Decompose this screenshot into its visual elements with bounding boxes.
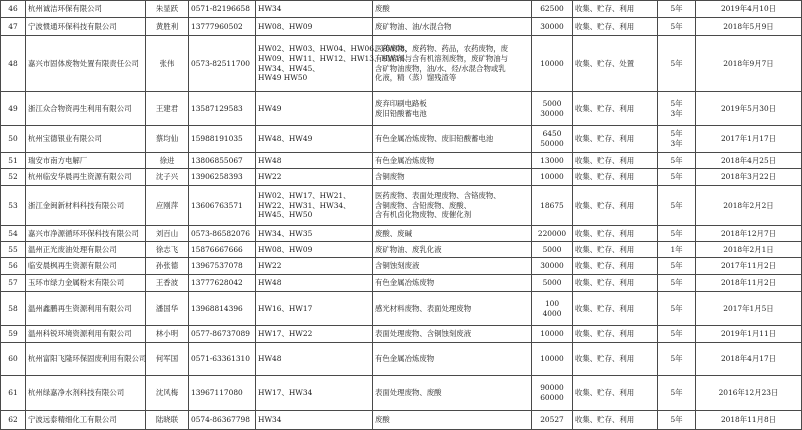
- row-number: 51: [1, 153, 26, 169]
- annual-quantity: [532, 169, 573, 186]
- license-term: [658, 1, 696, 18]
- license-term: [658, 242, 696, 258]
- operation-method-line: 收集、贮存、利用: [575, 354, 635, 364]
- operation-method-line: 收集、贮存、利用: [575, 4, 635, 14]
- annual-quantity: [532, 226, 573, 242]
- operation-method: [573, 169, 658, 186]
- annual-quantity-line: 4000: [542, 308, 562, 318]
- table-row: [1, 258, 802, 275]
- waste-codes: [256, 292, 373, 326]
- annual-quantity-line: 50000: [540, 139, 564, 148]
- row-number: 56: [1, 258, 26, 275]
- annual-quantity: [532, 153, 573, 169]
- waste-description-line: 废酸、废碱: [375, 228, 412, 238]
- license-date: 2019年4月10日: [696, 1, 802, 18]
- waste-codes-line: HW34、HW35: [258, 228, 313, 238]
- row-number: 60: [1, 343, 26, 376]
- company-name: 杭州诚洁环保有限公司: [26, 1, 146, 18]
- license-term: [658, 326, 696, 343]
- operation-method: [573, 411, 658, 430]
- waste-codes-line: HW16、HW17: [258, 303, 313, 313]
- contact-person: 朱显跃: [146, 1, 189, 18]
- waste-codes: [256, 36, 413, 92]
- license-term-line: 5年: [670, 329, 683, 339]
- annual-quantity: [532, 36, 573, 92]
- table-row: [1, 343, 802, 376]
- table-row: [1, 411, 802, 430]
- contact-person: 刘百山: [146, 226, 189, 242]
- waste-description: [373, 169, 532, 186]
- contact-person: 王香波: [146, 275, 189, 292]
- table-row: [1, 153, 802, 169]
- table-body: [1, 1, 802, 430]
- waste-description-line: 医药废物，废药物、药品，农药废物，废: [375, 44, 509, 54]
- annual-quantity-line: 10000: [540, 172, 564, 182]
- waste-description: [373, 18, 532, 36]
- license-term: [658, 18, 696, 36]
- annual-quantity: [532, 411, 573, 430]
- annual-quantity-line: 10000: [540, 58, 564, 68]
- license-term: [658, 36, 696, 92]
- waste-codes-line: HW17、HW22: [258, 329, 313, 339]
- waste-description-line: 有色金属冶炼废物: [375, 354, 435, 364]
- operation-method: [573, 258, 658, 275]
- operation-method: [573, 343, 658, 376]
- waste-codes-line: HW22: [258, 172, 282, 182]
- operation-method: [573, 376, 658, 411]
- waste-description-line: 废矿物油、废乳化液: [375, 244, 442, 254]
- waste-codes-line: HW22、HW31、HW34、: [258, 200, 351, 210]
- annual-quantity-line: 30000: [540, 108, 564, 118]
- operation-method: [573, 242, 658, 258]
- annual-quantity-line: 13000: [540, 155, 564, 165]
- license-term-line: 1年: [670, 244, 683, 254]
- waste-codes-line: HW02、HW17、HW21、: [258, 191, 351, 201]
- annual-quantity-line: 220000: [537, 228, 567, 238]
- row-number: 57: [1, 275, 26, 292]
- waste-description: [373, 275, 532, 292]
- contact-person: 张伟: [146, 36, 189, 92]
- contact-person: 徐进: [146, 153, 189, 169]
- waste-codes: [256, 186, 373, 226]
- license-term-line: 5年: [670, 261, 683, 271]
- waste-codes-line: HW48、HW49: [258, 134, 313, 144]
- waste-codes-line: HW34: [258, 415, 282, 425]
- company-name: 温州科锐环境资源利用有限公司: [26, 326, 146, 343]
- company-name: 温州鑫鹏再生资源利用有限公司: [26, 292, 146, 326]
- waste-codes-line: HW09、HW11、HW12、HW13、HW16、: [258, 53, 413, 63]
- annual-quantity: [532, 292, 573, 326]
- license-term-line: 5年: [670, 21, 683, 31]
- operation-method: [573, 292, 658, 326]
- annual-quantity-line: 5000: [542, 278, 562, 288]
- annual-quantity: [532, 92, 573, 126]
- company-name: 临安晨枫再生资源有限公司: [26, 258, 146, 275]
- license-term-line: 5年: [670, 278, 683, 288]
- waste-description: [373, 1, 532, 18]
- contact-person: 黄胜利: [146, 18, 189, 36]
- waste-description-line: 废酸: [375, 415, 390, 425]
- waste-codes: [256, 126, 373, 153]
- license-term-line: 5年: [670, 98, 683, 108]
- operation-method: [573, 126, 658, 153]
- license-term-line: 5年: [670, 388, 683, 398]
- operation-method-line: 收集、贮存、利用: [575, 244, 635, 254]
- operation-method: [573, 186, 658, 226]
- operation-method-line: 收集、贮存、利用: [575, 200, 635, 210]
- operation-method: [573, 92, 658, 126]
- table-row: [1, 376, 802, 411]
- contact-person: 林小明: [146, 326, 189, 343]
- phone-number: 15988191035: [189, 126, 256, 153]
- operation-method-line: 收集、贮存、利用: [575, 261, 635, 271]
- license-term-line: 5年: [670, 129, 683, 139]
- annual-quantity-line: 18675: [540, 200, 564, 210]
- operation-method: [573, 326, 658, 343]
- waste-description-line: 含铜废物、含铅废物、废酸、: [375, 200, 472, 210]
- waste-description-line: 感光材料废物、表面处理废物: [375, 303, 472, 313]
- phone-number: 0573-82511700: [189, 36, 256, 92]
- license-term-line: 5年: [670, 200, 683, 210]
- row-number: 49: [1, 92, 26, 126]
- license-term-line: 5年: [670, 228, 683, 238]
- waste-codes: [256, 258, 373, 275]
- license-term: [658, 226, 696, 242]
- waste-description-line: 含铜废物: [375, 172, 405, 182]
- phone-number: 0571-82196658: [189, 1, 256, 18]
- license-term-line: 5年: [670, 303, 683, 313]
- waste-description: [373, 376, 532, 411]
- phone-number: 0573-86582076: [189, 226, 256, 242]
- operation-method: [573, 1, 658, 18]
- row-number: 47: [1, 18, 26, 36]
- waste-description: [373, 153, 532, 169]
- phone-number: 13777960502: [189, 18, 256, 36]
- row-number: 55: [1, 242, 26, 258]
- table-row: [1, 226, 802, 242]
- license-term: [658, 258, 696, 275]
- phone-number: 15876667666: [189, 242, 256, 258]
- contact-person: 何军国: [146, 343, 189, 376]
- contact-person: 潘国华: [146, 292, 189, 326]
- contact-person: 应刚萍: [146, 186, 189, 226]
- license-date: 2018年4月25日: [696, 153, 802, 169]
- table-row: [1, 1, 802, 18]
- license-date: 2018年9月7日: [696, 36, 802, 92]
- operation-method-line: 收集、贮存、利用: [575, 21, 635, 31]
- license-term-line: 5年: [670, 4, 683, 14]
- phone-number: 0577-86737089: [189, 326, 256, 343]
- license-date: 2018年2月2日: [696, 186, 802, 226]
- waste-codes: [256, 343, 373, 376]
- row-number: 48: [1, 36, 26, 92]
- operation-method-line: 收集、贮存、利用: [575, 134, 635, 144]
- company-name: 杭州绿嘉净水剂科技有限公司: [26, 376, 146, 411]
- operation-method-line: 收集、贮存、利用: [575, 388, 635, 398]
- license-date: 2017年1月17日: [696, 126, 802, 153]
- waste-codes-line: HW45、HW50: [258, 210, 313, 220]
- company-name: 浙江众合物资再生利用有限公司: [26, 92, 146, 126]
- operation-method-line: 收集、贮存、利用: [575, 278, 635, 288]
- table-row: [1, 126, 802, 153]
- waste-description-line: 含铜蚀刻废液: [375, 261, 420, 271]
- annual-quantity-line: 5000: [542, 244, 562, 254]
- annual-quantity: [532, 18, 573, 36]
- waste-description: [373, 411, 532, 430]
- waste-description: [373, 343, 532, 376]
- waste-description: [373, 258, 532, 275]
- operation-method: [573, 226, 658, 242]
- operation-method-line: 收集、贮存、利用: [575, 329, 635, 339]
- company-name: 温州正光废油处理有限公司: [26, 242, 146, 258]
- waste-description-line: 表面处理废物、含铜蚀刻废液: [375, 329, 472, 339]
- waste-description-line: 表面处理废物、废酸: [375, 388, 442, 398]
- waste-description-line: 含有机卤化物废物、废催化剂: [375, 210, 472, 220]
- license-date: 2018年5月9日: [696, 18, 802, 36]
- annual-quantity: [532, 242, 573, 258]
- company-name: 宁波惯通环保科技有限公司: [26, 18, 146, 36]
- license-term-line: 3年: [670, 108, 683, 118]
- company-name: 嘉兴市净源循环环保科技有限公司: [26, 226, 146, 242]
- waste-description: [373, 292, 532, 326]
- annual-quantity: [532, 326, 573, 343]
- table-row: [1, 18, 802, 36]
- license-term-line: 5年: [670, 155, 683, 165]
- contact-person: 王建君: [146, 92, 189, 126]
- phone-number: 13587129583: [189, 92, 256, 126]
- company-name: 杭州富阳飞隆环保固废利用有限公司: [26, 343, 146, 376]
- license-term: [658, 411, 696, 430]
- annual-quantity-line: 62500: [540, 4, 564, 14]
- table-row: [1, 292, 802, 326]
- annual-quantity-line: 30000: [540, 261, 564, 271]
- operation-method: [573, 18, 658, 36]
- waste-codes-line: HW48: [258, 155, 282, 165]
- table-row: [1, 186, 802, 226]
- annual-quantity-line: 10000: [540, 354, 564, 364]
- table-row: [1, 169, 802, 186]
- license-term: [658, 126, 696, 153]
- annual-quantity-line: 10000: [540, 329, 564, 339]
- waste-codes: [256, 169, 373, 186]
- contact-person: 徐志飞: [146, 242, 189, 258]
- license-term: [658, 186, 696, 226]
- contact-person: 孙张德: [146, 258, 189, 275]
- row-number: 46: [1, 1, 26, 18]
- operation-method-line: 收集、贮存、利用: [575, 103, 635, 113]
- waste-description-line: 废旧铅酸蓄电池: [375, 108, 427, 118]
- phone-number: 13606763571: [189, 186, 256, 226]
- phone-number: 13967537078: [189, 258, 256, 275]
- waste-description: [373, 186, 532, 226]
- operation-method-line: 收集、贮存、利用: [575, 172, 635, 182]
- annual-quantity: [532, 126, 573, 153]
- waste-codes: [256, 1, 373, 18]
- annual-quantity: [532, 1, 573, 18]
- license-term-line: 5年: [670, 354, 683, 364]
- phone-number: 13906258393: [189, 169, 256, 186]
- annual-quantity-line: 6450: [542, 129, 562, 139]
- table-row: [1, 275, 802, 292]
- waste-codes-line: HW34: [258, 4, 282, 14]
- license-term-line: 5年: [670, 58, 683, 68]
- company-name: 瑞安市南方电解厂: [26, 153, 146, 169]
- row-number: 53: [1, 186, 26, 226]
- table-row: [1, 92, 802, 126]
- waste-description: [373, 226, 532, 242]
- row-number: 59: [1, 326, 26, 343]
- phone-number: 13967117080: [189, 376, 256, 411]
- row-number: 50: [1, 126, 26, 153]
- phone-number: 13777628042: [189, 275, 256, 292]
- table-row: [1, 242, 802, 258]
- waste-codes-line: HW17、HW34: [258, 388, 313, 398]
- waste-codes: [256, 18, 373, 36]
- waste-codes: [256, 226, 373, 242]
- license-date: 2018年3月22日: [696, 169, 802, 186]
- waste-codes-line: HW02、HW03、HW04、HW06、HW08、: [258, 44, 413, 54]
- operation-method: [573, 153, 658, 169]
- phone-number: 13806855067: [189, 153, 256, 169]
- row-number: 58: [1, 292, 26, 326]
- annual-quantity: [532, 258, 573, 275]
- waste-description-line: 有机溶剂与含有机溶剂废物，废矿物油与: [375, 53, 509, 63]
- company-name: 玉环市绿力金属粉末有限公司: [26, 275, 146, 292]
- license-date: 2018年11月8日: [696, 411, 802, 430]
- waste-codes-line: HW49: [258, 103, 282, 113]
- operation-method-line: 收集、贮存、利用: [575, 415, 635, 425]
- waste-description-line: 有色金属冶炼废物、废旧铅酸蓄电池: [375, 134, 494, 144]
- row-number: 61: [1, 376, 26, 411]
- waste-description-line: 有色金属冶炼废物: [375, 155, 435, 165]
- phone-number: 0571-63361310: [189, 343, 256, 376]
- waste-codes-line: HW49 HW50: [258, 73, 308, 83]
- license-date: 2019年5月30日: [696, 92, 802, 126]
- waste-description: [373, 126, 532, 153]
- waste-codes: [256, 411, 373, 430]
- annual-quantity-line: 60000: [540, 393, 564, 402]
- license-date: 2017年11月2日: [696, 258, 802, 275]
- company-name: 杭州临安华晨再生资源有限公司: [26, 169, 146, 186]
- waste-codes: [256, 153, 373, 169]
- waste-description-line: 废矿物油、油/水混合物: [375, 21, 452, 31]
- waste-codes-line: HW34、HW45、: [258, 63, 320, 73]
- operation-method: [573, 275, 658, 292]
- license-term-line: 3年: [670, 139, 683, 148]
- license-term-line: 5年: [670, 172, 683, 182]
- waste-description-line: 有色金属冶炼废物: [375, 278, 435, 288]
- contact-person: 沈子兴: [146, 169, 189, 186]
- operation-method: [573, 36, 658, 92]
- waste-description-line: 化液，精（蒸）馏残渣等: [375, 73, 457, 83]
- waste-codes-line: HW08、HW09: [258, 21, 313, 31]
- operation-method-line: 收集、贮存、利用: [575, 155, 635, 165]
- waste-codes: [256, 326, 373, 343]
- license-date: 2018年2月1日: [696, 242, 802, 258]
- annual-quantity: [532, 186, 573, 226]
- license-term: [658, 343, 696, 376]
- row-number: 62: [1, 411, 26, 430]
- waste-codes-line: HW48: [258, 354, 282, 364]
- operation-method-line: 收集、贮存、利用: [575, 228, 635, 238]
- waste-codes: [256, 242, 373, 258]
- waste-description: [373, 326, 532, 343]
- annual-quantity-line: 90000: [540, 383, 564, 393]
- table-row: [1, 36, 802, 92]
- license-date: 2017年1月5日: [696, 292, 802, 326]
- contact-person: 沈风梅: [146, 376, 189, 411]
- license-date: 2018年11月2日: [696, 275, 802, 292]
- license-date: 2016年12月23日: [696, 376, 802, 411]
- row-number: 54: [1, 226, 26, 242]
- annual-quantity-line: 20527: [540, 415, 564, 425]
- annual-quantity: [532, 343, 573, 376]
- license-term-line: 5年: [670, 415, 683, 425]
- phone-number: 13968814396: [189, 292, 256, 326]
- waste-description-line: 废酸: [375, 4, 390, 14]
- waste-description-line: 医药废物、表面处理废物、含铬废物、: [375, 191, 501, 201]
- waste-description-line: 含矿物油废物，油/水、烃/水混合物或乳: [375, 63, 506, 73]
- license-date: 2018年12月7日: [696, 226, 802, 242]
- annual-quantity-line: 5000: [542, 98, 562, 108]
- license-term: [658, 376, 696, 411]
- contact-person: 陆晓联: [146, 411, 189, 430]
- annual-quantity: [532, 275, 573, 292]
- license-date: 2019年1月11日: [696, 326, 802, 343]
- company-name: 宁波远泰精细化工有限公司: [26, 411, 146, 430]
- operation-method-line: 收集、贮存、利用: [575, 303, 635, 313]
- annual-quantity: [532, 376, 573, 411]
- waste-codes: [256, 275, 373, 292]
- waste-description: [373, 36, 532, 92]
- company-name: 嘉兴市固体废物处置有限责任公司: [26, 36, 146, 92]
- waste-description: [373, 92, 532, 126]
- table-row: [1, 326, 802, 343]
- license-date: 2018年4月17日: [696, 343, 802, 376]
- waste-description-line: 废弃印刷电路板: [375, 98, 427, 108]
- annual-quantity-line: 100: [544, 298, 560, 308]
- license-term: [658, 92, 696, 126]
- license-term: [658, 153, 696, 169]
- waste-codes: [256, 376, 373, 411]
- waste-codes-line: HW22: [258, 261, 282, 271]
- waste-description: [373, 242, 532, 258]
- company-name: 浙江金闽新材料科技有限公司: [26, 186, 146, 226]
- row-number: 52: [1, 169, 26, 186]
- waste-codes: [256, 92, 373, 126]
- contact-person: 蔡均仙: [146, 126, 189, 153]
- license-term: [658, 275, 696, 292]
- license-term: [658, 169, 696, 186]
- license-term: [658, 292, 696, 326]
- waste-codes-line: HW48: [258, 278, 282, 288]
- phone-number: 0574-86367798: [189, 411, 256, 430]
- annual-quantity-line: 30000: [540, 21, 564, 31]
- operation-method-line: 收集、贮存、处置: [575, 58, 635, 68]
- company-name: 杭州宝德银业有限公司: [26, 126, 146, 153]
- waste-codes-line: HW08、HW09: [258, 244, 313, 254]
